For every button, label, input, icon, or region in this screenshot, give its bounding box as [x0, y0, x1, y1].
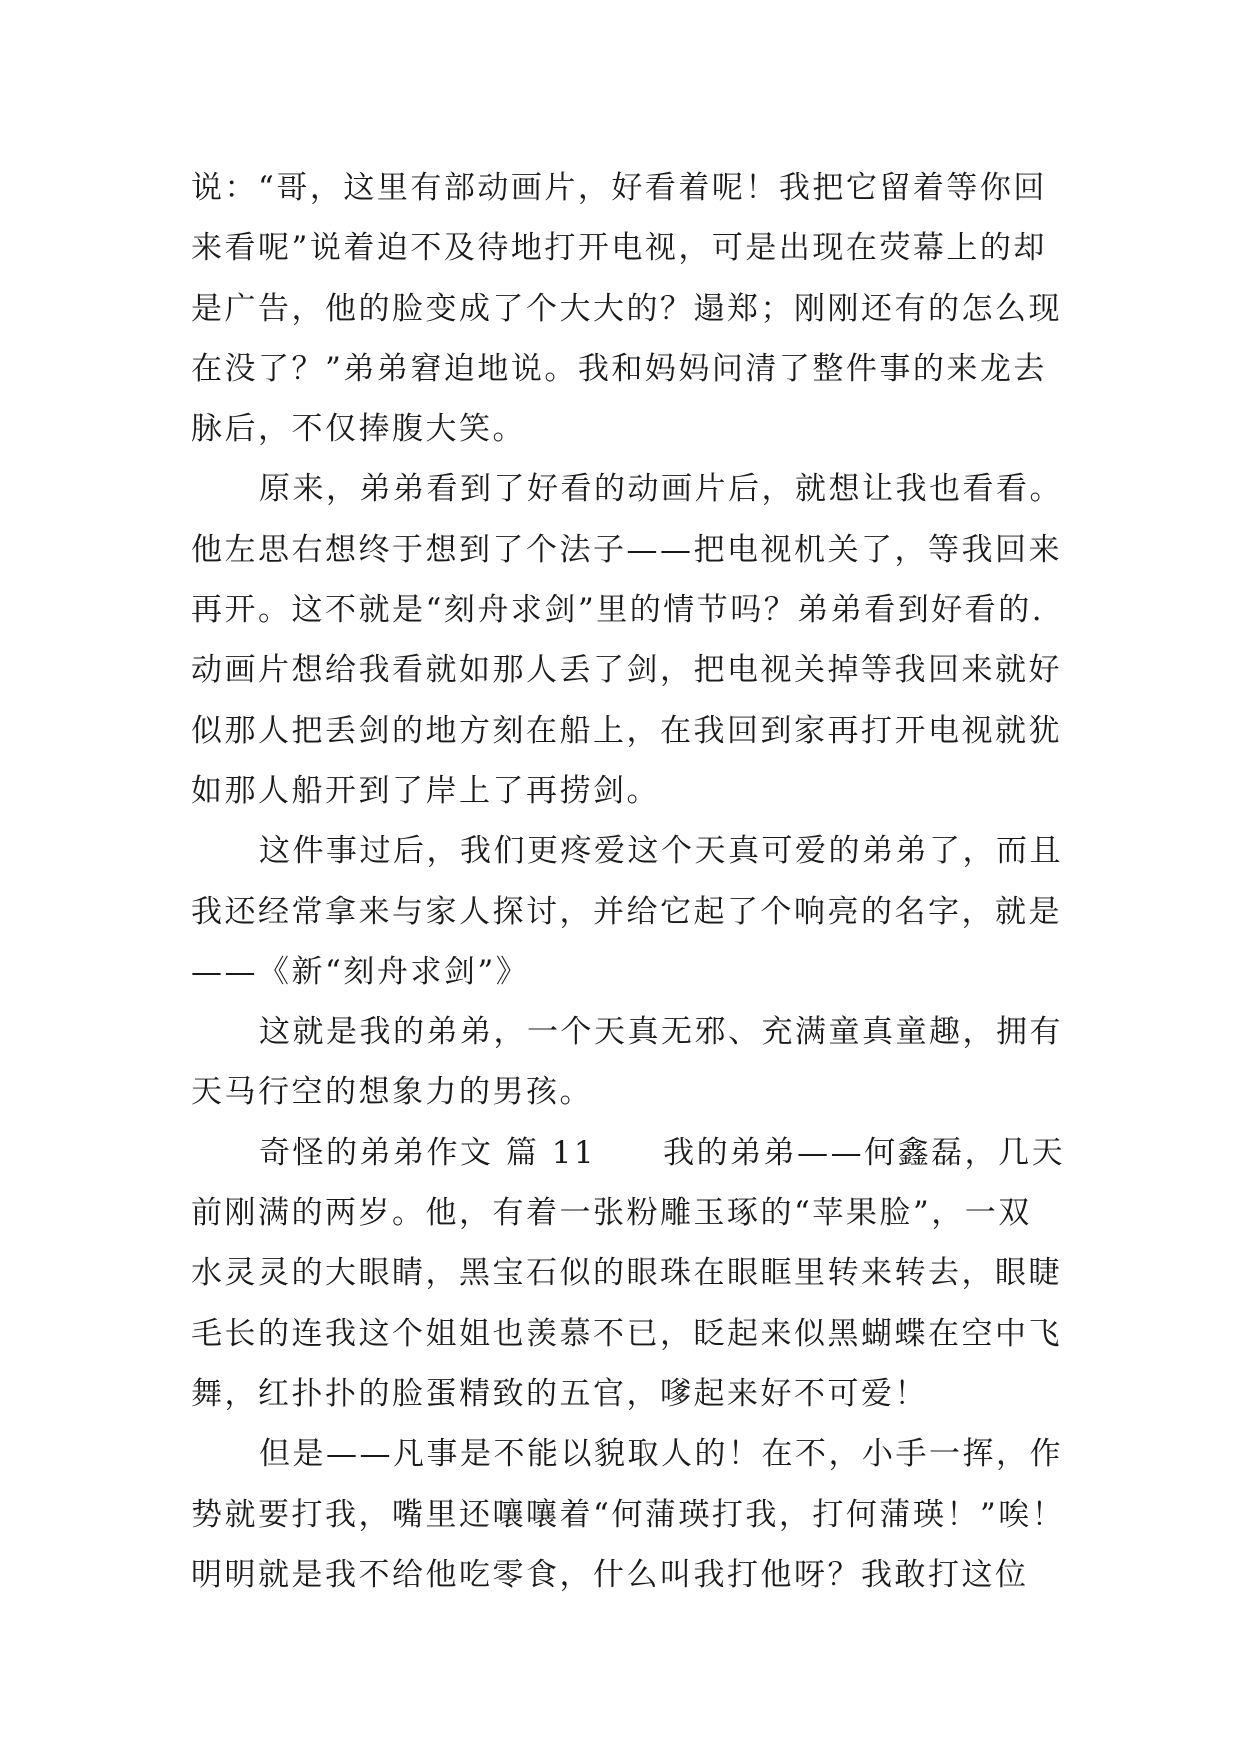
text-line: 他左思右想终于想到了个法子——把电视机关了，等我回来 — [191, 531, 1062, 568]
text-line: 天马行空的想象力的男孩。 — [191, 1074, 593, 1111]
text-line: 水灵灵的大眼睛，黑宝石似的眼珠在眼眶里转来转去，眼睫 — [191, 1255, 1062, 1292]
section-heading-line: 奇怪的弟弟作文 篇 11 我的弟弟——何鑫磊，几天 — [259, 1134, 1066, 1171]
text-line: 是广告，他的脸变成了个大大的？遢郑；刚刚还有的怎么现 — [191, 290, 1062, 327]
text-line: 说：“哥，这里有部动画片，好看着呢！我把它留着等你回 — [191, 170, 1047, 206]
text-line: 势就要打我，嘴里还嚷嚷着“何蒲瑛打我，打何蒲瑛！”唉！ — [191, 1496, 1066, 1533]
paragraph-start-line: 原来，弟弟看到了好看的动画片后，就想让我也看看。 — [259, 471, 1063, 508]
text-line: 我还经常拿来与家人探讨，并给它起了个响亮的名字，就是 — [191, 893, 1062, 930]
text-line: ——《新“刻舟求剑”》 — [191, 953, 530, 990]
paragraph-start-line: 但是——凡事是不能以貌取人的！在不，小手一挥，作 — [259, 1436, 1063, 1473]
text-line: 来看呢”说着迫不及待地打开电视，可是出现在荧幕上的却 — [191, 230, 1047, 267]
paragraph-start-line: 这就是我的弟弟，一个天真无邪、充满童真童趣，拥有 — [259, 1014, 1063, 1051]
paragraph-start-line: 这件事过后，我们更疼爱这个天真可爱的弟弟了，而且 — [259, 833, 1063, 870]
essay-text — [191, 158, 1066, 1605]
text-line: 明明就是我不给他吃零食，什么叫我打他呀？我敢打这位 — [191, 1556, 1029, 1593]
text-line: 在没了？”弟弟窘迫地说。我和妈妈问清了整件事的来龙去 — [191, 350, 1047, 387]
text-line: 脉后，不仅捧腹大笑。 — [191, 411, 526, 448]
text-line: 前刚满的两岁。他，有着一张粉雕玉琢的“苹果脸”，一双 — [191, 1195, 1032, 1232]
text-line: 再开。这不就是“刻舟求剑”里的情节吗？弟弟看到好看的. — [191, 592, 1045, 629]
text-line: 舞，红扑扑的脸蛋精致的五官，嗲起来好不可爱！ — [191, 1375, 928, 1412]
text-line: 如那人船开到了岸上了再捞剑。 — [191, 772, 660, 809]
text-line: 似那人把丢剑的地方刻在船上，在我回到家再打开电视就犹 — [191, 712, 1062, 749]
text-line: 毛长的连我这个姐姐也羡慕不已，眨起来似黑蝴蝶在空中飞 — [191, 1315, 1062, 1352]
text-line: 动画片想给我看就如那人丢了剑，把电视关掉等我回来就好 — [191, 652, 1062, 689]
